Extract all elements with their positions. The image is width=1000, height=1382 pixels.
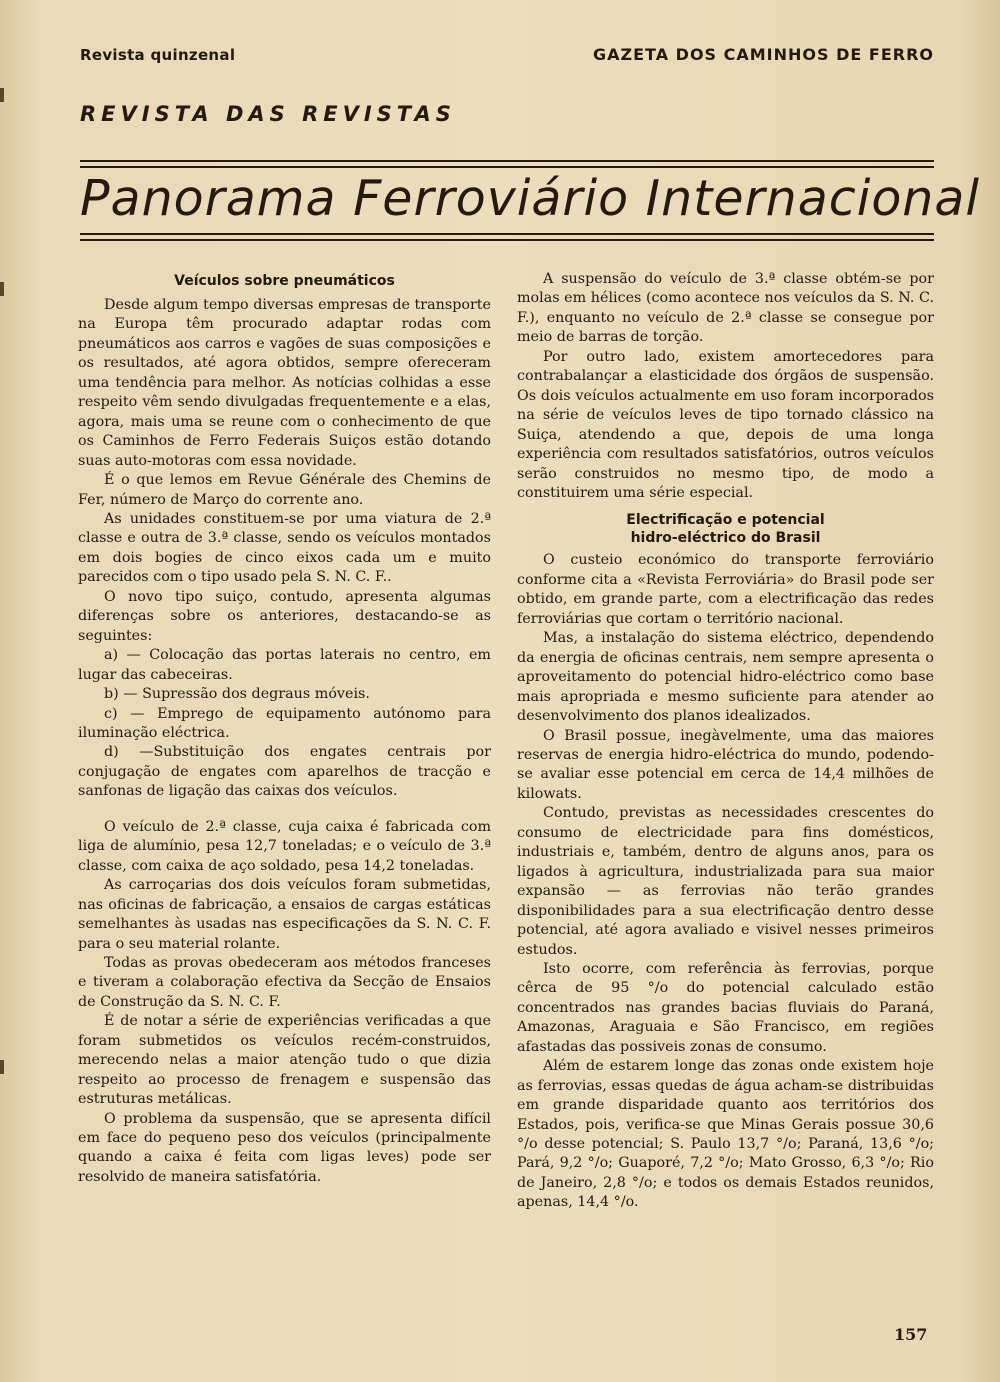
list-item: b) — Supressão dos degraus móveis. xyxy=(104,686,370,703)
paragraph: É de notar a série de experiências verificadas a que foram submetidos os veículos recém-construidos, merecendo nelas a maior atenção tudo o que dizia respeito ao processo de frenagem e suspensão das estruturas metálicas. xyxy=(78,1013,491,1108)
paragraph: A suspensão do veículo de 3.ª classe obtém-se por molas em hélices (como acontece nos veículos da S. N. C. F.), enquanto no veículo de 2.ª classe se consegue por meio de barras de torção. xyxy=(517,271,934,346)
running-header-right: GAZETA DOS CAMINHOS DE FERRO xyxy=(592,45,934,64)
paragraph: Por outro lado, existem amortecedores para contrabalançar a elasticidade dos órgãos de suspensão. Os dois veículos actualmente em uso foram incorporados na série de veículos leves de tipo tornado clássico na Suiça, atendendo a que, depois de uma longa experiência com resultados satisfatórios, outros veículos serão construidos no mesmo tipo, de modo a constituirem uma série especial. xyxy=(517,348,934,501)
title-rule-bottom-2 xyxy=(80,239,934,241)
paragraph: O veículo de 2.ª classe, cuja caixa é fabricada com liga de alumínio, pesa 12,7 toneladas; e o veículo de 3.ª classe, com caixa de aço soldado, pesa 14,2 toneladas. xyxy=(78,818,491,874)
paragraph: O Brasil possue, inegàvelmente, uma das maiores reservas de energia hidro-eléctrica do mundo, podendo-se avaliar esse potencial em cerca de 14,4 milhões de kilowats. xyxy=(517,727,934,802)
section-title: REVISTA DAS REVISTAS xyxy=(80,102,456,126)
margin-mark xyxy=(0,282,4,296)
title-rule-top xyxy=(80,160,934,162)
paragraph: É o que lemos em Revue Générale des Chemins de Fer, número de Março do corrente ano. xyxy=(78,472,491,508)
article-subtitle: Veículos sobre pneumáticos xyxy=(174,273,395,289)
list-item: d) —Substituição dos engates centrais por conjugação de engates com aparelhos de tracção e sanfonas de ligação das caixas dos veículos. xyxy=(78,744,491,800)
margin-mark xyxy=(0,88,4,102)
paragraph: Mas, a instalação do sistema eléctrico, dependendo da energia de oficinas centrais, nem sempre apresenta o aproveitamento do potencial hidro-eléctrico como base mais apropriada e mesmo suficiente para atender ao desenvolvimento dos planos idealizados. xyxy=(517,630,934,725)
page-title: Panorama Ferroviário Internacional xyxy=(80,170,980,227)
list-item: a) — Colocação das portas laterais no centro, em lugar das cabeceiras. xyxy=(78,647,491,683)
paragraph: O problema da suspensão, que se apresenta difícil em face do pequeno peso dos veículos (principalmente quando a caixa é feita com ligas leves) pode ser resolvido de maneira satisfatória. xyxy=(78,1110,491,1185)
paragraph: Isto ocorre, com referência às ferrovias, porque cêrca de 95 °/o do potencial calculado estão concentrados nas grandes bacias fluviais do Paraná, Amazonas, Araguaia e São Francisco, em regiões afastadas das possiveis zonas de consumo. xyxy=(517,960,934,1055)
paragraph: Contudo, previstas as necessidades crescentes do consumo de electricidade para fins domésticos, industriais e, também, dentro de alguns anos, para os ligados à agricultura, industrializada para sua maior expansão — as ferrovias não terão grandes disponibilidades para a sua electrificação dentro desse potencial, até agora avaliado e visivel nesses primeiros estudos. xyxy=(517,805,934,958)
subtitle-line: Electrificação e potencial xyxy=(626,512,825,529)
right-column xyxy=(517,270,934,1213)
paragraph: O novo tipo suiço, contudo, apresenta algumas diferenças sobre os anteriores, destacando-se as seguintes: xyxy=(78,588,491,644)
title-rule-bottom xyxy=(80,233,934,235)
paragraph: As unidades constituem-se por uma viatura de 2.ª classe e outra de 3.ª classe, sendo os veículos montados em dois bogies de cinco eixos cada um e muito parecidos com o tipo usado pela S. N. C. F.. xyxy=(78,510,491,586)
paragraph: Todas as provas obedeceram aos métodos franceses e tiveram a colaboração efectiva da Secção de Ensaios de Construção da S. N. C. F. xyxy=(78,954,491,1010)
paragraph: Além de estarem longe das zonas onde existem hoje as ferrovias, essas quedas de água acham-se distribuidas em grande disparidade quanto aos territórios dos Estados, pois, verifica-se que Minas Gerais possue 30,6 °/o desse potencial; S. Paulo 13,7 °/o; Paraná, 13,6 °/o; Pará, 9,2 °/o; Guaporé, 7,2 °/o; Mato Grosso, 6,3 °/o; Rio de Janeiro, 2,8 °/o; e todos os demais Estados reunidos, apenas, 14,4 °/o. xyxy=(517,1058,934,1211)
article-subtitle xyxy=(517,511,934,547)
left-column xyxy=(78,270,491,1187)
paragraph: As carroçarias dos dois veículos foram submetidas, nas oficinas de fabricação, a ensaios de cargas estáticas semelhantes às usadas nas especificações da S. N. C. F. para o seu material rolante. xyxy=(78,877,491,952)
margin-mark xyxy=(0,1060,4,1074)
paragraph: Desde algum tempo diversas empresas de transporte na Europa têm procurado adaptar rodas com pneumáticos aos carros e vagões de suas composições e os resultados, até agora obtidos, sempre ofereceram uma tendência para melhor. As notícias colhidas a esse respeito vêm sendo divulgadas frequentemente e a elas, agora, mais uma se reune com o conhecimento de que os Caminhos de Ferro Federais Suiços estão dotando suas auto-motoras com essa novidade. xyxy=(78,297,491,469)
subtitle-line: hidro-eléctrico do Brasil xyxy=(630,530,821,547)
title-rule-top-2 xyxy=(80,166,934,168)
running-header-left: Revista quinzenal xyxy=(80,46,236,64)
list-item: c) — Emprego de equipamento autónomo para iluminação eléctrica. xyxy=(78,705,491,741)
paragraph: O custeio económico do transporte ferroviário conforme cita a «Revista Ferroviária» do Brasil pode ser obtido, em grande parte, com a electrificação das redes ferroviárias que cortam o território nacional. xyxy=(517,552,934,627)
page-number: 157 xyxy=(894,1325,928,1344)
